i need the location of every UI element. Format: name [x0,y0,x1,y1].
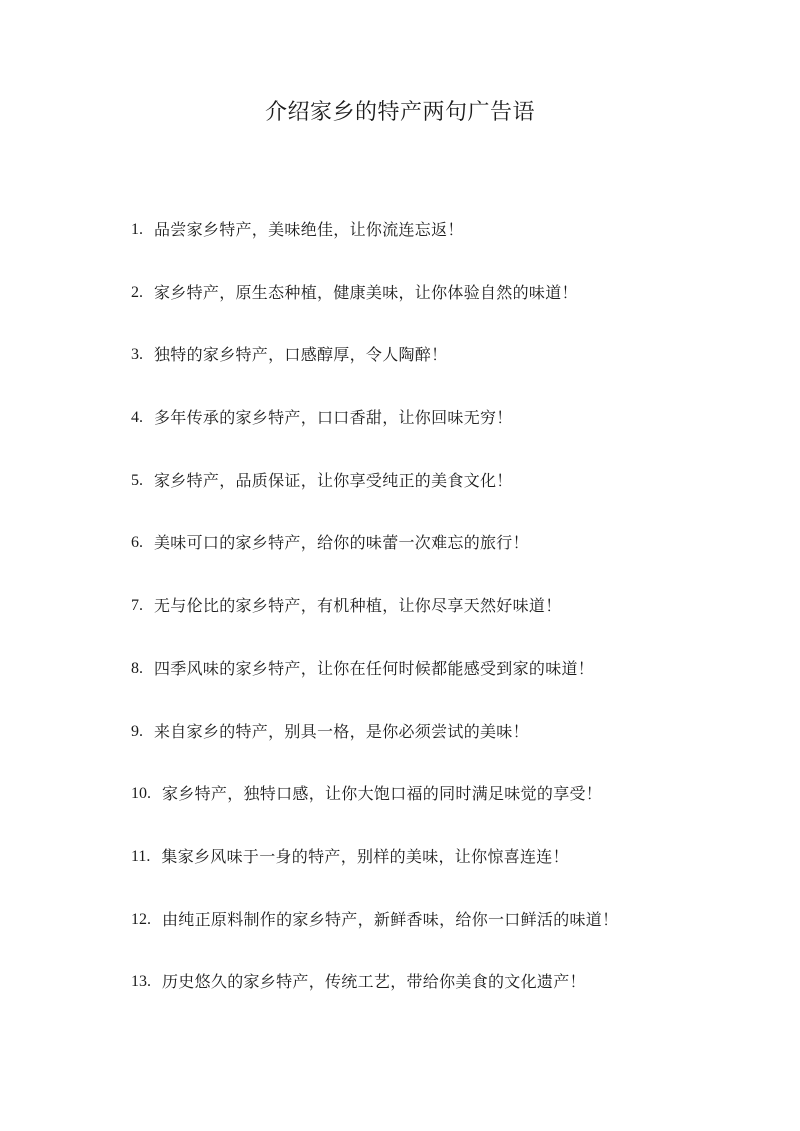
list-item [131,901,771,938]
item-number: 12. [131,910,151,928]
item-number: 4. [131,409,143,427]
item-text: 家乡特产，原生态种植，健康美味，让你体验自然的味道！ [154,282,578,302]
list-item [131,650,771,687]
list-item [131,462,771,499]
item-text: 美味可口的家乡特产，给你的味蕾一次难忘的旅行！ [154,533,529,553]
item-text: 四季风味的家乡特产，让你在任何时候都能感受到家的味道！ [154,658,595,678]
item-number: 1. [131,221,143,238]
item-text: 历史悠久的家乡特产，传统工艺，带给你美食的文化遗产！ [162,972,586,992]
list-item [131,211,771,248]
item-text: 多年传承的家乡特产，口口香甜，让你回味无穷！ [154,408,513,428]
list-item [131,838,771,875]
item-text: 无与伦比的家乡特产，有机种植，让你尽享天然好味道！ [154,596,562,616]
list-item [131,775,771,812]
item-number: 3. [131,346,143,364]
item-text: 家乡特产，独特口感，让你大饱口福的同时满足味觉的享受！ [162,784,603,804]
item-number: 9. [131,722,143,740]
item-number: 6. [131,534,143,552]
list-item [131,524,771,561]
item-number: 5. [131,471,143,489]
item-text: 独特的家乡特产，口感醇厚，令人陶醉！ [154,345,448,365]
list-item [131,274,771,311]
list-item [131,399,771,436]
slogan-list [131,211,771,1026]
item-number: 2. [131,283,143,301]
page-title: 介绍家乡的特产两句广告语 [264,100,535,125]
list-item [131,336,771,373]
item-number: 7. [131,597,143,615]
list-item [131,713,771,750]
item-text: 来自家乡的特产，别具一格，是你必须尝试的美味！ [154,721,529,741]
item-number: 10. [131,785,151,803]
item-number: 13. [131,973,151,991]
item-number: 11. [131,847,151,865]
item-text: 品尝家乡特产，美味绝佳，让你流连忘返！ [154,220,464,239]
item-text: 由纯正原料制作的家乡特产，新鲜香味，给你一口鲜活的味道！ [162,909,619,929]
list-item [131,587,771,624]
item-text: 家乡特产，品质保证，让你享受纯正的美食文化！ [154,470,513,490]
list-item [131,963,771,1000]
item-number: 8. [131,659,143,677]
item-text: 集家乡风味于一身的特产，别样的美味，让你惊喜连连！ [161,846,569,866]
